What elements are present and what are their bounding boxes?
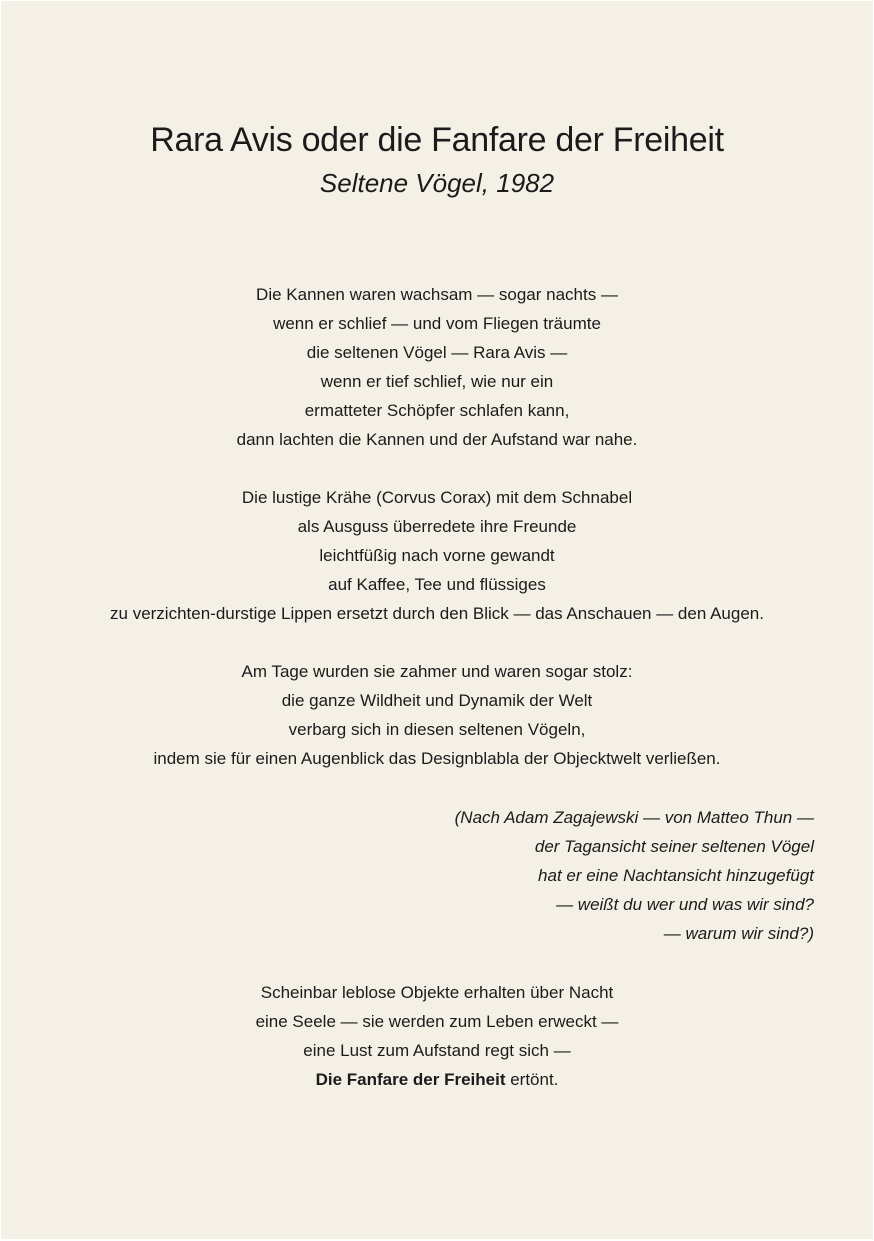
poem-title: Rara Avis oder die Fanfare der Freiheit [150, 121, 724, 159]
stanza-line: als Ausguss überredete ihre Freunde [297, 517, 577, 536]
final-stanza [1, 978, 873, 1094]
poem-subtitle: Seltene Vögel, 1982 [319, 168, 555, 198]
note-line: (Nach Adam Zagajewski — von Matteo Thun — [454, 808, 814, 827]
stanza-line: auf Kaffee, Tee und flüssiges [328, 575, 546, 594]
stanza-line: die seltenen Vögel — Rara Avis — [306, 343, 568, 362]
stanza-line: indem sie für einen Augenblick das Designblabla der Objecktwelt verließen. [153, 749, 721, 768]
stanza-2 [1, 483, 873, 628]
document-page [1, 1, 873, 1239]
note-line: der Tagansicht seiner seltenen Vögel [534, 837, 814, 856]
stanza-line: eine Seele — sie werden zum Leben erweckt — [255, 1012, 619, 1031]
stanza-line: zu verzichten-durstige Lippen ersetzt durch den Blick — das Anschauen — den Augen. [110, 604, 764, 623]
stanza-line: eine Lust zum Aufstand regt sich — [303, 1041, 571, 1060]
stanza-line: Am Tage wurden sie zahmer und waren sogar stolz: [241, 662, 633, 681]
stanza-line: Scheinbar leblose Objekte erhalten über Nacht [260, 983, 614, 1002]
stanza-line: verbarg sich in diesen seltenen Vögeln, [288, 720, 586, 739]
final-line-rest: ertönt. [505, 1070, 559, 1089]
stanza-line: die ganze Wildheit und Dynamik der Welt [281, 691, 593, 710]
stanza-line: ermatteter Schöpfer schlafen kann, [304, 401, 570, 420]
stanza-line: wenn er schlief — und vom Fliegen träumte [273, 314, 601, 333]
stanza-3 [1, 657, 873, 773]
stanza-line: wenn er tief schlief, wie nur ein [320, 372, 554, 391]
stanza-line: Die lustige Krähe (Corvus Corax) mit dem Schnabel [241, 488, 633, 507]
stanza-1 [1, 280, 873, 454]
fanfare-phrase: Die Fanfare der Freiheit [315, 1070, 506, 1089]
stanza-line: dann lachten die Kannen und der Aufstand war nahe. [236, 430, 638, 449]
note-line: hat er eine Nachtansicht hinzugefügt [538, 866, 814, 885]
note-line: — weißt du wer und was wir sind? [556, 895, 814, 914]
note-line: — warum wir sind?) [663, 924, 814, 943]
stanza-line: leichtfüßig nach vorne gewandt [319, 546, 555, 565]
stanza-line: Die Kannen waren wachsam — sogar nachts — [256, 285, 618, 304]
final-line [1, 1065, 873, 1094]
attribution-note [455, 803, 814, 948]
